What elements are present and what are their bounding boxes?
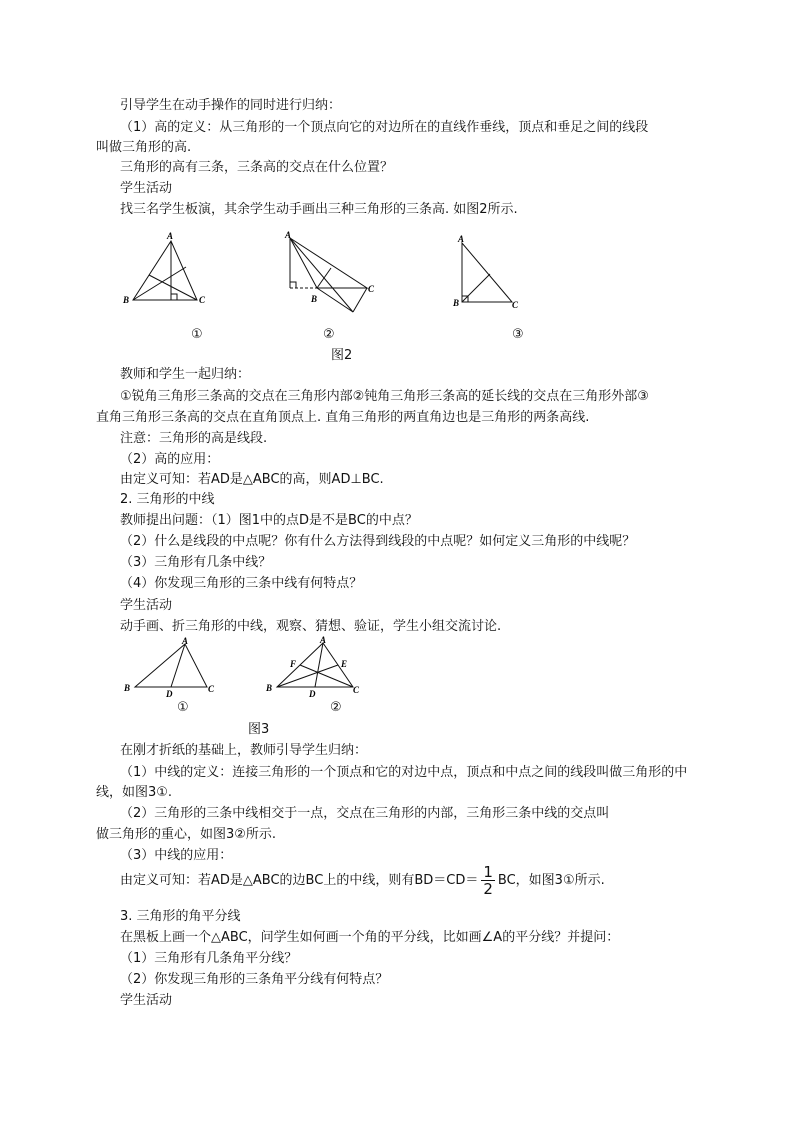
- text-line: （1）高的定义：从三角形的一个顶点向它的对边所在的直线作垂线，顶点和垂足之间的线段: [120, 120, 649, 135]
- text-line: 学生活动: [120, 598, 173, 613]
- figure-2-drawing: [115, 230, 555, 340]
- point-d-label: D: [166, 689, 173, 699]
- text-line: 叫做三角形的高.: [96, 140, 192, 155]
- point-a-label: A: [167, 231, 174, 241]
- text-line: 教师和学生一起归纳：: [120, 367, 251, 382]
- text-line: 注意：三角形的高是线段.: [120, 431, 268, 446]
- text-line: 找三名学生板演，其余学生动手画出三种三角形的三条高. 如图2所示.: [120, 202, 518, 217]
- point-b-label: B: [124, 683, 131, 693]
- text-line: 直角三角形三条高的交点在直角顶点上. 直角三角形的两直角边也是三角形的两条高线.: [96, 410, 590, 425]
- formula-suffix: BC，如图3①所示.: [497, 873, 605, 888]
- section-heading: 2. 三角形的中线: [120, 492, 215, 507]
- text-line: 线，如图3①.: [96, 785, 173, 800]
- fraction-numerator: 1: [483, 863, 493, 881]
- point-a-label: A: [285, 230, 292, 240]
- point-b-label: B: [266, 683, 273, 693]
- figure-2-label-3: ③: [512, 327, 524, 342]
- text-line: ①锐角三角形三条高的交点在三角形内部②钝角三角形三条高的延长线的交点在三角形外部③: [120, 389, 649, 404]
- text-line: （2）三角形的三条中线相交于一点，交点在三角形的内部，三角形三条中线的交点叫: [120, 806, 610, 821]
- point-a-label: A: [458, 234, 465, 244]
- obtuse-triangle: [290, 238, 367, 312]
- text-line: （2）你发现三角形的三条角平分线有何特点？: [120, 972, 389, 987]
- point-b-label: B: [311, 294, 318, 304]
- text-line: （3）三角形有几条中线？: [120, 555, 272, 570]
- point-a-label: A: [320, 635, 327, 645]
- figure-2-label-1: ①: [191, 327, 203, 342]
- text-line: 学生活动: [120, 181, 173, 196]
- point-c-label: C: [208, 684, 215, 694]
- right-triangle: [462, 243, 512, 302]
- figure-3-label-2: ②: [330, 700, 342, 715]
- text-line: （3）中线的应用：: [120, 848, 233, 863]
- median-triangle: [135, 644, 207, 687]
- text-line: （2）高的应用：: [120, 452, 220, 467]
- text-line: 教师提出问题：（1）图1中的点D是不是BC的中点？: [120, 513, 418, 528]
- text-line: （2）什么是线段的中点呢？你有什么方法得到线段的中点呢？如何定义三角形的中线呢？: [120, 534, 636, 549]
- fraction-denominator: 2: [483, 880, 493, 898]
- point-c-label: C: [353, 685, 360, 695]
- point-e-label: E: [341, 659, 348, 669]
- text-line: 做三角形的重心，如图3②所示.: [96, 827, 277, 842]
- text-line: 在黑板上画一个△ABC，问学生如何画一个角的平分线，比如画∠A的平分线？并提问：: [120, 930, 620, 945]
- text-line: 在刚才折纸的基础上，教师引导学生归纳：: [120, 743, 368, 758]
- point-d-label: D: [309, 689, 316, 699]
- point-c-label: C: [199, 295, 206, 305]
- text-line: 引导学生在动手操作的同时进行归纳：: [120, 98, 342, 113]
- median-formula-line: [120, 862, 605, 900]
- text-line: 三角形的高有三条，三条高的交点在什么位置？: [120, 160, 394, 175]
- text-line: （4）你发现三角形的三条中线有何特点？: [120, 576, 363, 591]
- text-line: （1）三角形有几条角平分线？: [120, 951, 298, 966]
- figure-3-drawing: [115, 635, 375, 705]
- figure-3: [115, 635, 375, 705]
- figure-2-caption: 图2: [331, 348, 353, 363]
- text-line: 动手画、折三角形的中线，观察、猜想、验证，学生小组交流讨论.: [120, 619, 502, 634]
- formula-prefix: 由定义可知：若AD是△ABC的边BC上的中线，则有BD＝CD＝: [120, 873, 479, 888]
- point-b-label: B: [453, 298, 460, 308]
- figure-2-label-2: ②: [323, 327, 335, 342]
- fraction: [481, 864, 495, 897]
- point-b-label: B: [123, 295, 130, 305]
- figure-3-label-1: ①: [177, 700, 189, 715]
- text-line: （1）中线的定义：连接三角形的一个顶点和它的对边中点，顶点和中点之间的线段叫做三角形的中: [120, 765, 688, 780]
- figure-3-caption: 图3: [248, 722, 270, 737]
- figure-2: [115, 230, 555, 340]
- acute-triangle: [133, 241, 197, 300]
- point-c-label: C: [512, 300, 519, 310]
- point-c-label: C: [368, 284, 375, 294]
- text-line: 由定义可知：若AD是△ABC的高，则AD⊥BC.: [120, 472, 384, 487]
- point-a-label: A: [182, 636, 189, 646]
- section-heading: 3. 三角形的角平分线: [120, 909, 241, 924]
- point-f-label: F: [290, 659, 297, 669]
- text-line: 学生活动: [120, 993, 173, 1008]
